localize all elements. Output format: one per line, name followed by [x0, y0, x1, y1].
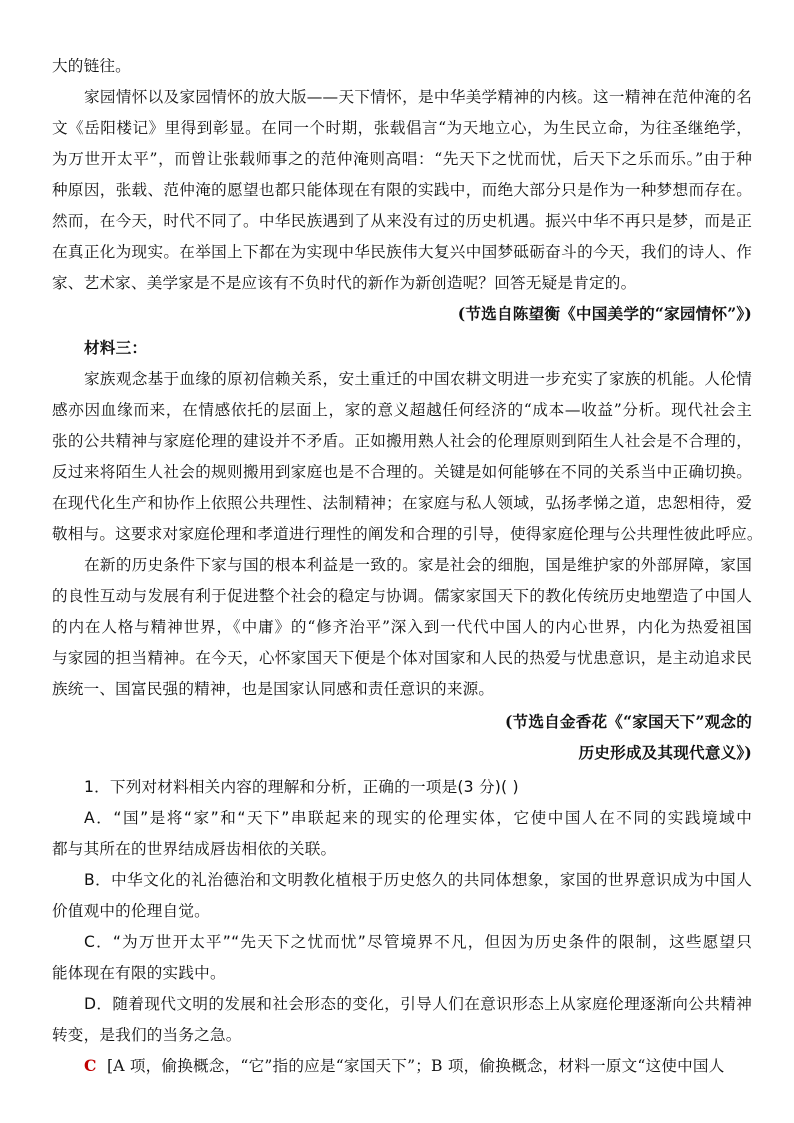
text-line: 张的公共精神与家庭伦理的建设并不矛盾。正如搬用熟人社会的伦理原则到陌生人社会是不合理的，: [52, 432, 752, 450]
text-line: 感亦因血缘而来，在情感依托的层面上，家的意义超越任何经济的“成本—收益”分析。现代社会主: [52, 401, 752, 419]
option-a: A．“国”是将“家”和“天下”串联起来的现实的伦理实体，它使中国人在不同的实践境域中: [84, 809, 752, 827]
option-b: 价值观中的伦理自觉。: [52, 902, 210, 920]
text-line: 反过来将陌生人社会的规则搬用到家庭也是不合理的。关键是如何能够在不同的关系当中正确切换。: [52, 463, 752, 481]
text-line: 敬相与。这要求对家庭伦理和孝道进行理性的阐发和合理的引导，使得家庭伦理与公共理性彼此呼应。: [52, 525, 763, 543]
text-line: 家园情怀以及家园情怀的放大版——天下情怀，是中华美学精神的内核。这一精神在范仲淹的名: [84, 88, 752, 106]
option-c: 能体现在有限的实践中。: [52, 964, 226, 982]
question-stem: 1．下列对材料相关内容的理解和分析，正确的一项是(3 分)( ): [84, 778, 519, 796]
section-heading: 材料三：: [84, 338, 148, 357]
text-line: 文《岳阳楼记》里得到彰显。在同一个时期，张载倡言“为天地立心，为生民立命，为往圣继绝学，: [52, 119, 752, 137]
text-line: 在新的历史条件下家与国的根本利益是一致的。家是社会的细胞，国是维护家的外部屏障，家国: [84, 556, 752, 574]
text-line: 大的链往。: [52, 57, 131, 75]
answer-line: [84, 1055, 752, 1077]
text-line: 种原因，张载、范仲淹的愿望也都只能体现在有限的实践中，而绝大部分只是作为一种梦想而存在。: [52, 181, 752, 199]
text-line: 与家园的担当精神。在今天，心怀家国天下便是个体对国家和人民的热爱与忧患意识，是主动追求民: [52, 649, 752, 667]
text-line: 的良性互动与发展有利于促进整个社会的稳定与协调。儒家家国天下的教化传统历史地塑造了中国人: [52, 587, 752, 605]
text-line: 的内在人格与精神世界，《中庸》的“修齐治平”深入到一代代中国人的内心世界，内化为热爱祖国: [52, 618, 752, 636]
source-citation: 历史形成及其现代意义》): [578, 743, 752, 762]
source-citation: (节选自金香花《“家国天下”观念的: [504, 712, 752, 731]
answer-explanation: [A 项，偷换概念，“它”指的应是“家国天下”；B 项，偷换概念，材料一原文“这使中国人: [106, 1057, 725, 1075]
text-line: 在现代化生产和协作上依照公共理性、法制精神；在家庭与私人领域，弘扬孝悌之道，忠恕相待，爱: [52, 494, 752, 512]
text-line: 然而，在今天，时代不同了。中华民族遇到了从来没有过的历史机遇。振兴中华不再只是梦，而是正: [52, 212, 752, 230]
answer-letter: C: [84, 1056, 97, 1075]
option-b: B．中华文化的礼治德治和文明教化植根于历史悠久的共同体想象，家国的世界意识成为中国人: [84, 871, 752, 889]
source-citation: (节选自陈望衡《中国美学的“家园情怀”》): [457, 304, 752, 323]
option-c: C．“为万世开太平”“先天下之忧而忧”尽管境界不凡，但因为历史条件的限制，这些愿望只: [84, 933, 752, 951]
text-line: 为万世开太平”，而曾让张载师事之的范仲淹则高唱：“先天下之忧而忧，后天下之乐而乐。”由于种: [52, 150, 752, 168]
text-line: 在真正化为现实。在举国上下都在为实现中华民族伟大复兴中国梦砥砺奋斗的今天，我们的诗人、作: [52, 243, 752, 261]
text-line: 家族观念基于血缘的原初信赖关系，安土重迁的中国农耕文明进一步充实了家族的机能。人伦情: [84, 370, 752, 388]
option-d: 转变，是我们的当务之急。: [52, 1026, 242, 1044]
option-a: 都与其所在的世界结成唇齿相依的关联。: [52, 840, 337, 858]
option-d: D．随着现代文明的发展和社会形态的变化，引导人们在意识形态上从家庭伦理逐渐向公共精神: [84, 995, 752, 1013]
text-line: 家、艺术家、美学家是不是应该有不负时代的新作为新创造呢？回答无疑是肯定的。: [52, 274, 637, 292]
text-line: 族统一、国富民强的精神，也是国家认同感和责任意识的来源。: [52, 680, 495, 698]
